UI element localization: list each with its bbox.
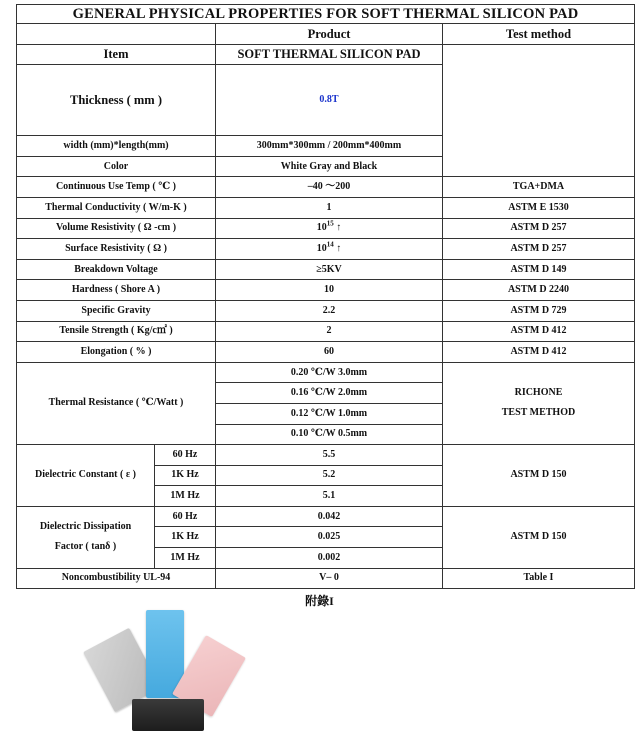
property-item: Breakdown Voltage <box>17 259 216 280</box>
product-name: SOFT THERMAL SILICON PAD <box>216 44 443 65</box>
property-method: ASTM D 149 <box>443 259 635 280</box>
property-value: –40 ～200 <box>216 177 443 198</box>
noncombustibility-method: Table I <box>443 568 635 589</box>
dielectric-constant-row <box>17 445 635 466</box>
color-label: Color <box>17 156 216 177</box>
thermal-resistance-method <box>443 362 635 444</box>
header-row-2 <box>17 44 635 65</box>
color-value: White Gray and Black <box>216 156 443 177</box>
blank-header-cell <box>17 24 216 45</box>
value-suffix: ↑ <box>333 242 342 254</box>
dielectric-constant-label: Dielectric Constant ( ε ) <box>17 445 155 507</box>
property-item: Volume Resistivity ( Ω -cm ) <box>17 218 216 239</box>
dissipation-value: 0.042 <box>216 506 443 527</box>
value-suffix: ↑ <box>333 222 342 234</box>
header-row-1 <box>17 24 635 45</box>
value-exponent: 14 <box>326 240 334 249</box>
table-row <box>17 218 635 239</box>
value-base: 10 <box>316 242 327 254</box>
property-method: ASTM D 2240 <box>443 280 635 301</box>
property-method: TGA+DMA <box>443 177 635 198</box>
property-value <box>216 239 443 260</box>
properties-table <box>16 4 635 589</box>
property-method: ASTM D 257 <box>443 239 635 260</box>
property-item: Continuous Use Temp ( ℃ ) <box>17 177 216 198</box>
black-pad-swatch <box>132 699 204 731</box>
property-item: Specific Gravity <box>17 300 216 321</box>
dielectric-constant-method: ASTM D 150 <box>443 445 635 507</box>
title-row <box>17 5 635 24</box>
frequency: 1M Hz <box>155 548 216 569</box>
property-item: Elongation ( % ) <box>17 342 216 363</box>
product-color-swatches <box>88 606 248 731</box>
method-line: RICHONE <box>514 387 563 399</box>
dielectric-dissipation-row <box>17 506 635 527</box>
frequency: 60 Hz <box>155 506 216 527</box>
appendix-label: 附錄I <box>305 594 334 608</box>
property-item: Surface Resistivity ( Ω ) <box>17 239 216 260</box>
table-row <box>17 197 635 218</box>
property-value: 1 <box>216 197 443 218</box>
table-row <box>17 321 635 342</box>
property-value: ≥5KV <box>216 259 443 280</box>
table-row <box>17 280 635 301</box>
noncombustibility-value: V– 0 <box>216 568 443 589</box>
property-method: ASTM D 257 <box>443 218 635 239</box>
thermal-resistance-value: 0.12 ℃/W 1.0mm <box>216 403 443 424</box>
property-value: 2.2 <box>216 300 443 321</box>
noncombustibility-item: Noncombustibility UL-94 <box>17 568 216 589</box>
frequency: 60 Hz <box>155 445 216 466</box>
property-value <box>216 218 443 239</box>
property-item: Tensile Strength ( Kg/c㎡ ) <box>17 321 216 342</box>
size-value: 300mm*300mm / 200mm*400mm <box>216 136 443 157</box>
item-header: Item <box>17 44 216 65</box>
dissipation-value: 0.025 <box>216 527 443 548</box>
table-row <box>17 259 635 280</box>
properties-sheet <box>16 4 634 589</box>
thermal-resistance-row <box>17 362 635 383</box>
frequency: 1K Hz <box>155 465 216 486</box>
thermal-resistance-label: Thermal Resistance ( ℃/Watt ) <box>17 362 216 444</box>
table-row <box>17 239 635 260</box>
label-line: Factor ( tanδ ) <box>54 541 117 553</box>
thickness-label: Thickness ( mm ) <box>17 65 216 136</box>
size-label: width (mm)*length(mm) <box>17 136 216 157</box>
dielectric-dissipation-label <box>17 506 155 568</box>
test-method-header: Test method <box>443 24 635 45</box>
table-title: GENERAL PHYSICAL PROPERTIES FOR SOFT THERMAL SILICON PAD <box>17 5 635 24</box>
dielectric-dissipation-method: ASTM D 150 <box>443 506 635 568</box>
value-exponent: 15 <box>326 220 334 229</box>
property-method: ASTM D 729 <box>443 300 635 321</box>
property-method: ASTM E 1530 <box>443 197 635 218</box>
thermal-resistance-value: 0.20 ℃/W 3.0mm <box>216 362 443 383</box>
value-base: 10 <box>316 222 327 234</box>
property-value: 2 <box>216 321 443 342</box>
thermal-resistance-value: 0.16 ℃/W 2.0mm <box>216 383 443 404</box>
table-row <box>17 177 635 198</box>
frequency: 1K Hz <box>155 527 216 548</box>
thermal-resistance-value: 0.10 ℃/W 0.5mm <box>216 424 443 445</box>
property-method: ASTM D 412 <box>443 342 635 363</box>
method-line: TEST METHOD <box>501 407 576 419</box>
table-row <box>17 300 635 321</box>
dielectric-value: 5.5 <box>216 445 443 466</box>
property-value: 10 <box>216 280 443 301</box>
dielectric-value: 5.2 <box>216 465 443 486</box>
property-item: Hardness ( Shore A ) <box>17 280 216 301</box>
thickness-value: 0.8T <box>216 65 443 136</box>
property-item: Thermal Conductivity ( W/m-K ) <box>17 197 216 218</box>
product-header: Product <box>216 24 443 45</box>
label-line: Dielectric Dissipation <box>39 521 132 533</box>
noncombustibility-row <box>17 568 635 589</box>
dielectric-value: 5.1 <box>216 486 443 507</box>
frequency: 1M Hz <box>155 486 216 507</box>
property-method: ASTM D 412 <box>443 321 635 342</box>
property-value: 60 <box>216 342 443 363</box>
blank-method-cell <box>443 44 635 177</box>
dissipation-value: 0.002 <box>216 548 443 569</box>
table-row <box>17 342 635 363</box>
